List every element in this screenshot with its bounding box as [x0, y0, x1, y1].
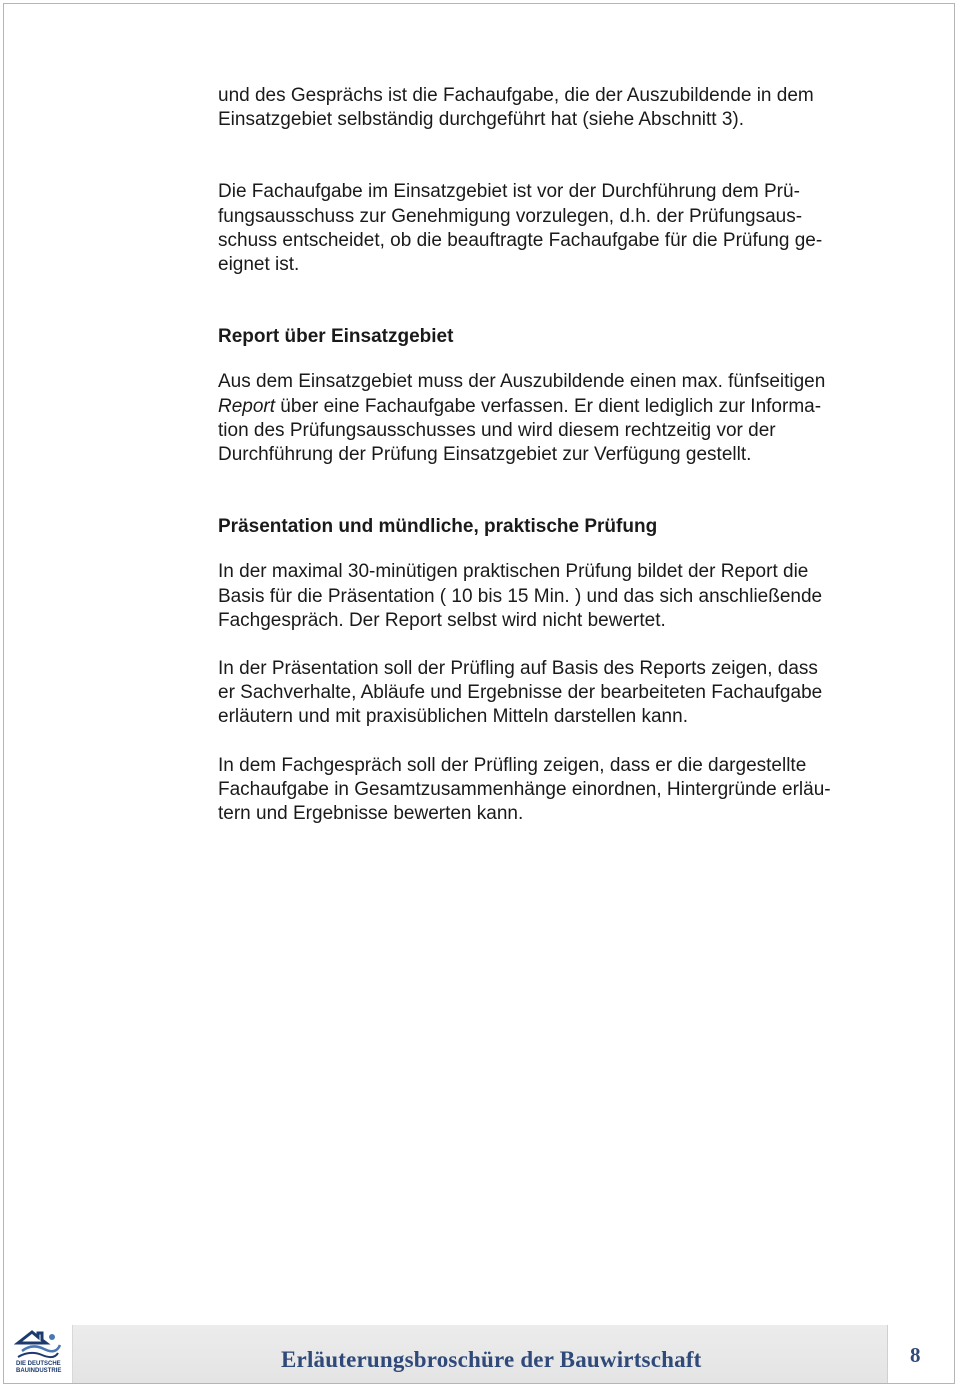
- text-line: In der maximal 30-minütigen praktischen Prüfung bildet der Report die: [218, 561, 809, 583]
- paragraph-exam-subject: [218, 84, 898, 132]
- text-line: Die Fachaufgabe im Einsatzgebiet ist vor der Durchführung dem Prü-: [218, 181, 800, 203]
- footer-logo-box: [4, 1325, 73, 1383]
- footer-page-box: [887, 1325, 954, 1383]
- text-line: In der Präsentation soll der Prüfling auf Basis des Reports zeigen, dass: [218, 658, 818, 680]
- page-footer: [4, 1325, 954, 1383]
- text-line: Durchführung der Prüfung Einsatzgebiet zur Verfügung gestellt.: [218, 444, 752, 466]
- text-line: Fachgespräch. Der Report selbst wird nicht bewertet.: [218, 609, 666, 631]
- paragraph-practical-exam: [218, 560, 898, 633]
- paragraph-technical-discussion: [218, 754, 898, 827]
- logo-text-line-1: DIE DEUTSCHE: [16, 1361, 61, 1367]
- text-line: und des Gesprächs ist die Fachaufgabe, die der Auszubildende in dem: [218, 85, 814, 106]
- paragraph-presentation: [218, 657, 898, 730]
- text-line: fungsausschuss zur Genehmigung vorzulegen, d.h. der Prüfungsaus-: [218, 205, 803, 227]
- text-line: Basis für die Präsentation ( 10 bis 15 Min. ) und das sich anschließende: [218, 585, 823, 607]
- bauindustrie-logo-icon: [14, 1329, 62, 1361]
- section-heading-report: Report über Einsatzgebiet: [218, 326, 454, 348]
- report-italic-term: Report: [218, 395, 276, 417]
- document-body: [218, 84, 898, 826]
- paragraph-report: [218, 370, 898, 467]
- text-line: erläutern und mit praxisüblichen Mitteln darstellen kann.: [218, 706, 688, 728]
- text-line: eignet ist.: [218, 254, 300, 276]
- footer-title-band: [73, 1325, 887, 1383]
- section-heading-presentation: Präsentation und mündliche, praktische Prüfung: [218, 516, 658, 538]
- text-line-rest: über eine Fachaufgabe verfassen. Er dient lediglich zur Informa-: [275, 395, 822, 417]
- footer-title: Erläuterungsbroschüre der Bauwirtschaft: [281, 1347, 702, 1372]
- text-line: [218, 395, 898, 419]
- text-line: er Sachverhalte, Abläufe und Ergebnisse der bearbeiteten Fachaufgabe: [218, 682, 823, 704]
- text-line: schuss entscheidet, ob die beauftragte Fachaufgabe für die Prüfung ge-: [218, 229, 823, 251]
- text-line: Fachaufgabe in Gesamtzusammenhänge einordnen, Hintergründe erläu-: [218, 778, 831, 800]
- logo-text-line-2: BAUINDUSTRIE: [16, 1368, 62, 1374]
- paragraph-approval: [218, 180, 898, 277]
- text-line: In dem Fachgespräch soll der Prüfling zeigen, dass er die dargestellte: [218, 754, 807, 776]
- text-line: tern und Ergebnisse bewerten kann.: [218, 803, 524, 825]
- page-number: 8: [910, 1343, 921, 1367]
- text-line: Einsatzgebiet selbständig durchgeführt hat (siehe Abschnitt 3).: [218, 109, 744, 131]
- text-line: Aus dem Einsatzgebiet muss der Auszubildende einen max. fünfseitigen: [218, 371, 826, 393]
- text-line: tion des Prüfungsausschusses und wird diesem rechtzeitig vor der: [218, 419, 776, 441]
